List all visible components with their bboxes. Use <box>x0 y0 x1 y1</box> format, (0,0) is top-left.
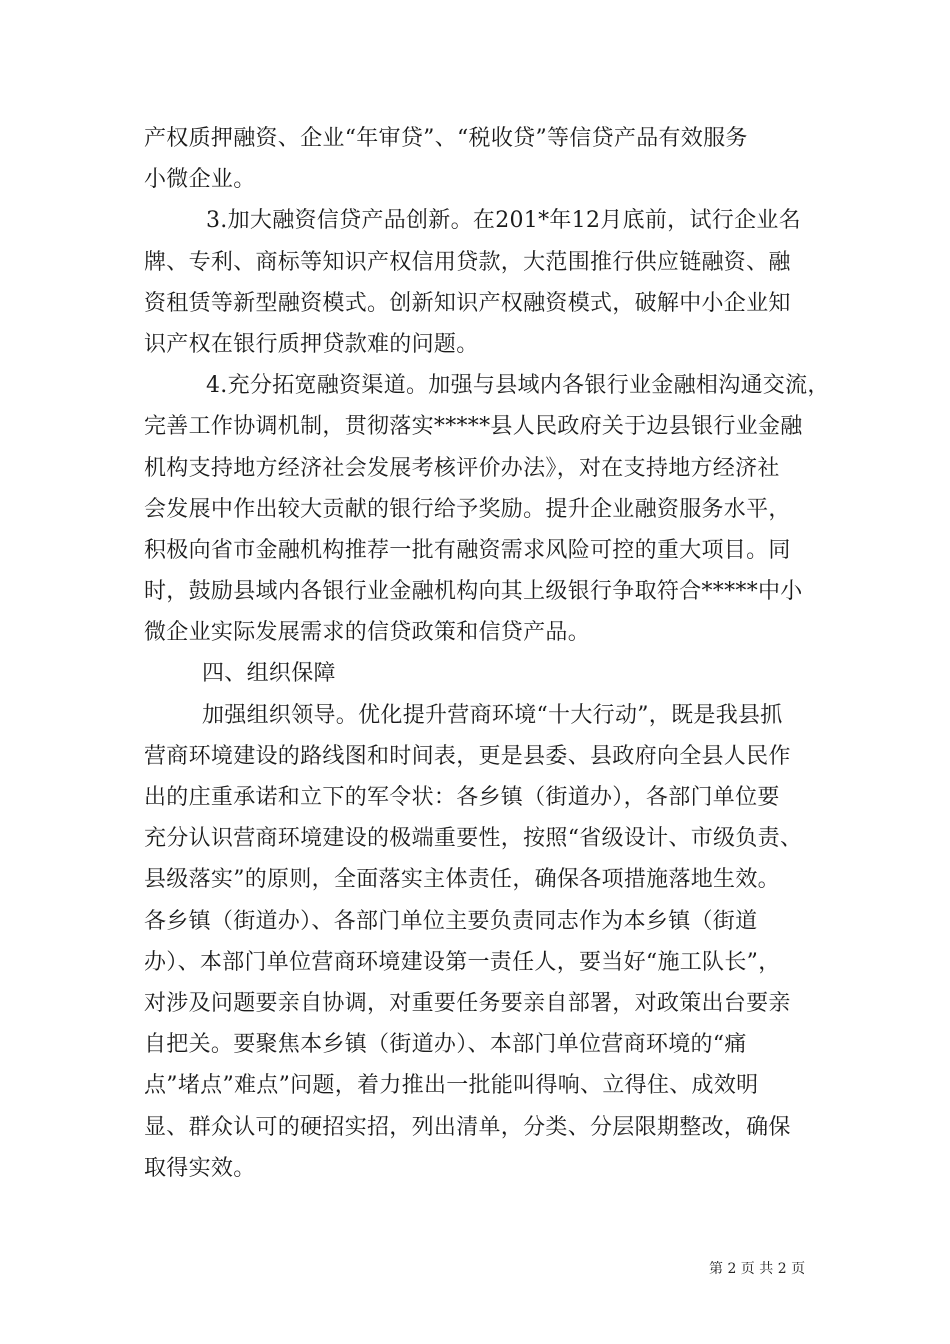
document-body <box>144 118 830 1189</box>
text-line: 3.加大融资信贷产品创新。在201*年12月底前，试行企业名 <box>206 208 801 234</box>
text-line: 完善工作协调机制，贯彻落实*****县人民政府关于边县银行业金融 <box>144 414 803 440</box>
section-heading: 四、组织保障 <box>202 661 336 687</box>
text-line: 点”堵点”难点”问题，着力推出一批能叫得响、立得住、成效明 <box>144 1073 759 1099</box>
text-line: 充分认识营商环境建设的极端重要性，按照“省级设计、市级负责、 <box>144 826 803 852</box>
text-line: 资租赁等新型融资模式。创新知识产权融资模式，破解中小企业知 <box>144 290 791 316</box>
text-line: 县级落实”的原则，全面落实主体责任，确保各项措施落地生效。 <box>144 867 780 893</box>
text-line: 识产权在银行质押贷款难的问题。 <box>144 331 479 357</box>
text-line: 微企业实际发展需求的信贷政策和信贷产品。 <box>144 620 591 646</box>
text-line: 机构支持地方经济社会发展考核评价办法》，对在支持地方经济社 <box>144 455 780 481</box>
page-number: 第 2 页 共 2 页 <box>709 1261 806 1277</box>
text-line: 牌、专利、商标等知识产权信用贷款，大范围推行供应链融资、融 <box>144 249 791 275</box>
text-line: 营商环境建设的路线图和时间表，更是县委、县政府向全县人民作 <box>144 743 791 769</box>
text-line: 时，鼓励县域内各银行业金融机构向其上级银行争取符合*****中小 <box>144 579 803 605</box>
text-line: 出的庄重承诺和立下的军令状：各乡镇（街道办），各部门单位要 <box>144 785 780 810</box>
text-line: 自把关。要聚焦本乡镇（街道办）、本部门单位营商环境的“痛 <box>144 1032 747 1058</box>
text-line: 产权质押融资、企业“年审贷”、“税收贷”等信贷产品有效服务 <box>144 126 748 151</box>
text-line: 取得实效。 <box>144 1155 256 1181</box>
text-line: 办）、本部门单位营商环境建设第一责任人，要当好“施工队长”， <box>144 949 781 975</box>
text-line: 4.充分拓宽融资渠道。加强与县域内各银行业金融相沟通交流， <box>206 373 830 399</box>
text-line: 加强组织领导。优化提升营商环境“十大行动”，既是我县抓 <box>202 702 783 728</box>
text-line: 积极向省市金融机构推荐一批有融资需求风险可控的重大项目。同 <box>144 537 791 563</box>
text-line: 小微企业。 <box>144 167 256 193</box>
text-line: 各乡镇（街道办）、各部门单位主要负责同志作为本乡镇（街道 <box>144 908 758 934</box>
text-line: 对涉及问题要亲自协调，对重要任务要亲自部署，对政策出台要亲 <box>144 990 791 1016</box>
text-line: 会发展中作出较大贡献的银行给予奖励。提升企业融资服务水平， <box>144 496 791 522</box>
text-line: 显、群众认可的硬招实招，列出清单，分类、分层限期整改，确保 <box>144 1114 791 1140</box>
